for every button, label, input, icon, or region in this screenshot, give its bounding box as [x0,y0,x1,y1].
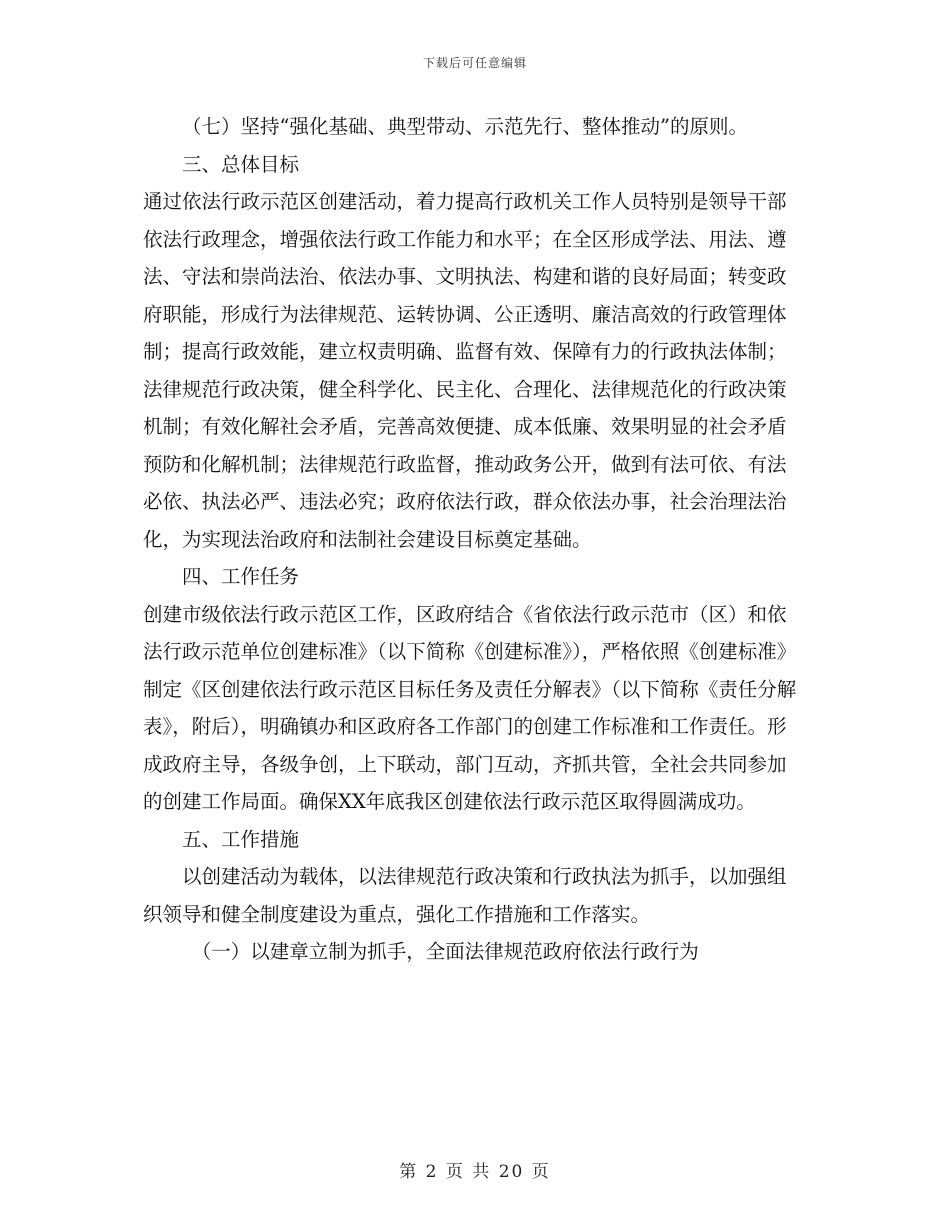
page-number: 第 2 页 共 20 页 [399,1162,551,1182]
heading-work-tasks: 四、工作任务 [182,565,300,588]
paragraph-overall-goals: 通过依法行政示范区创建活动，着力提高行政机关工作人员特别是领导干部依法行政理念，增强依法行政工作能力和水平；在全区形成学法、用法、遵法、守法和崇尚法治、依法办事、文明执法、构建和谐的良好局面；转变政府职能，形成行为法律规范、运转协调、公正透明、廉洁高效的行政管理体制；提高行政效能，建立权责明确、监督有效、保障有力的行政执法体制；法律规范行政决策，健全科学化、民主化、合理化、法律规范化的行政决策机制；有效化解社会矛盾，完善高效便捷、成本低廉、效果明显的社会矛盾预防和化解机制；法律规范行政监督，推动政务公开，做到有法可依、有法必依、执法必严、违法必究；政府依法行政，群众依法办事，社会治理法治化，为实现法治政府和法制社会建设目标奠定基础。 [143,190,787,551]
paragraph-work-measures: 以创建活动为载体，以法律规范行政决策和行政执法为抓手，以加强组织领导和健全制度建设为重点，强化工作措施和工作落实。 [143,865,787,926]
subheading-measure-one: （一）以建章立制为抓手，全面法律规范政府依法行政行为 [191,940,699,963]
document-body [143,108,803,971]
heading-work-measures: 五、工作措施 [182,827,300,851]
paragraph-principle-seven: （七）坚持“强化基础、典型带动、示范先行、整体推动”的原则。 [182,115,748,138]
page-header: 下载后可任意编辑 [422,56,527,70]
heading-overall-goals: 三、总体目标 [182,152,300,176]
paragraph-work-tasks: 创建市级依法行政示范区工作，区政府结合《省依法行政示范市（区）和依法行政示范单位创建标准》（以下简称《创建标准》），严格依照《创建标准》制定《区创建依法行政示范区目标任务及责任分解表》（以下简称《责任分解表》，附后），明确镇办和区政府各工作部门的创建工作标准和工作责任。形成政府主导，各级争创，上下联动，部门互动，齐抓共管，全社会共同参加的创建工作局面。确保XX年底我区创建依法行政示范区取得圆满成功。 [143,602,797,813]
